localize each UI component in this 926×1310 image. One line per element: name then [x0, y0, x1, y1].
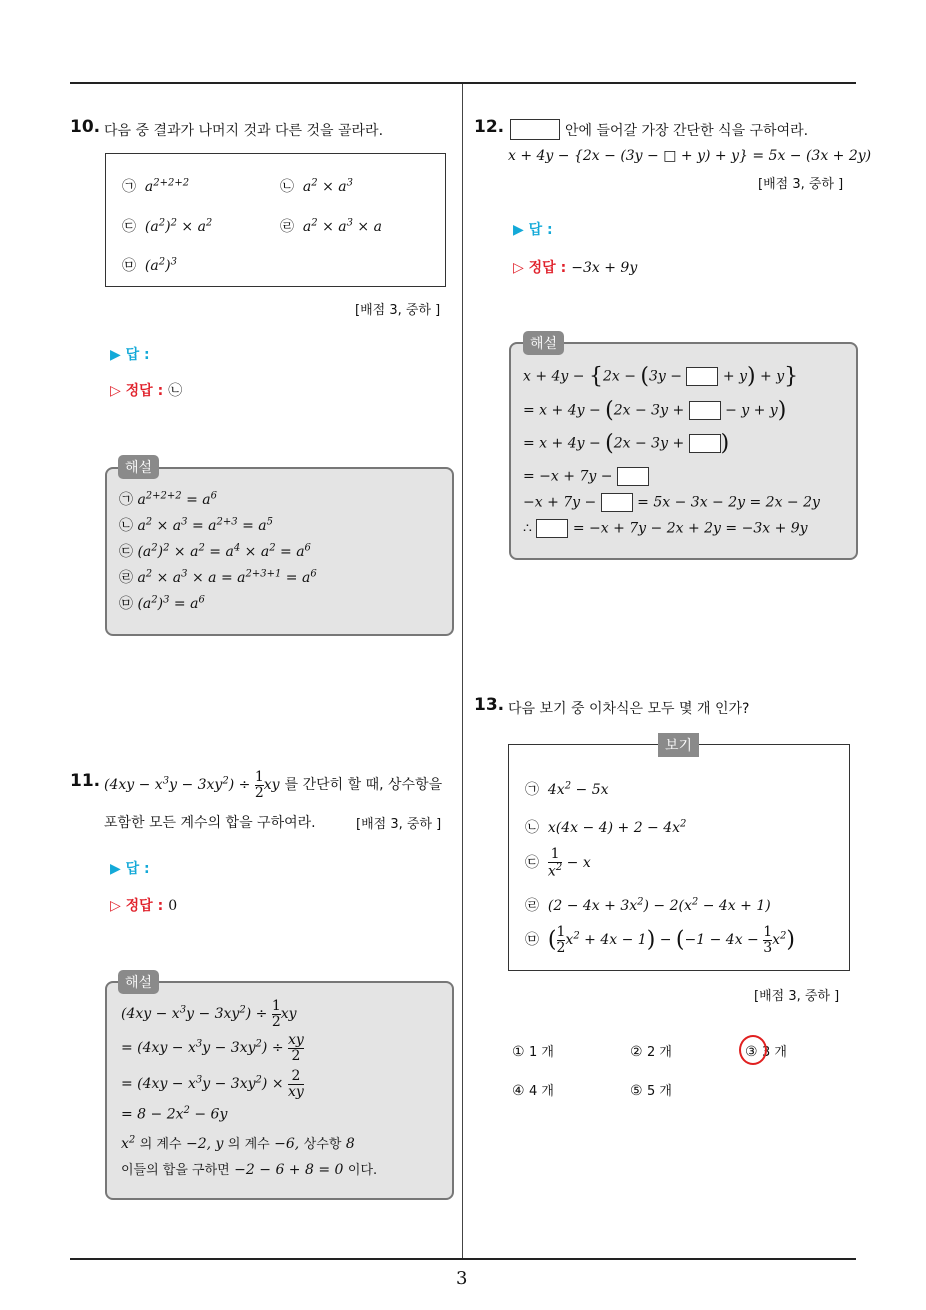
q12-solution-tag: 해설	[523, 331, 564, 355]
q10-sol-line-1: ㉠ $a^{2+2+2} = a^6$	[119, 490, 218, 508]
q10-correct-label: ▷ 정답 :	[110, 383, 164, 399]
q11-points: [배점 3, 중하 ]	[356, 817, 442, 832]
q10-points: [배점 3, 중하 ]	[355, 303, 441, 318]
bottom-rule	[70, 1258, 856, 1260]
q12-correct-label: ▷ 정답 :	[513, 260, 567, 276]
q11-number: 11.	[70, 771, 101, 791]
q13-item-5: ㉤ ( $\frac{1}{2}$ $x^2 + 4x - 1) - (-1 - 4x$ − $\frac{1}{3}$ $x^2$)	[525, 924, 796, 956]
q11-correct	[110, 895, 177, 915]
q11-solution-tag: 해설	[118, 970, 159, 994]
q12-sol-line-4: = −x + 7y −	[523, 467, 649, 486]
q10-number: 10.	[70, 117, 101, 137]
q12-sol-line-5: −x + 7y − = 5x − 3x − 2y = 2x − 2y	[523, 494, 820, 511]
q11-solution-box	[105, 981, 454, 1200]
q11-sol-line-2: = $(4xy - x^3y - 3xy^2)$ ÷ $\frac{xy}{2}$	[121, 1032, 304, 1064]
page-number: 3	[456, 1268, 468, 1289]
q13-bogi-box	[508, 744, 850, 971]
q11-answer-label: ▶ 답 :	[110, 861, 150, 877]
q11-sol-line-4: = $8 - 2x^2 - 6y$	[121, 1105, 228, 1123]
q10-sol-line-2: ㉡ $a^2 \times a^3 = a^{2+3} = a^5$	[119, 516, 273, 534]
q13-selected-circle	[739, 1035, 767, 1065]
q13-bogi-tag: 보기	[658, 733, 699, 757]
q10-choices-box	[105, 153, 446, 287]
q12-solution-box	[509, 342, 858, 560]
q12-correct-value: −3x + 9y	[571, 260, 638, 276]
q11-correct-value: 0	[168, 898, 178, 914]
q13-option-3[interactable]: ③ 3 개	[745, 1044, 787, 1060]
q13-text: 다음 보기 중 이차식은 모두 몇 개 인가?	[508, 701, 750, 717]
q12-points: [배점 3, 중하 ]	[758, 177, 844, 192]
q12-answer-label: ▶ 답 :	[513, 222, 553, 238]
q12-sol-line-6: ∴ = −x + 7y − 2x + 2y = −3x + 9y	[523, 520, 808, 537]
q13-points: [배점 3, 중하 ]	[754, 989, 840, 1004]
q13-option-4[interactable]: ④ 4 개	[512, 1083, 554, 1099]
q12-number: 12.	[474, 117, 505, 137]
q10-answer-label: ▶ 답 :	[110, 347, 150, 363]
q13-number: 13.	[474, 695, 505, 715]
q13-option-5[interactable]: ⑤ 5 개	[630, 1083, 672, 1099]
q10-solution-tag: 해설	[118, 455, 159, 479]
q12-sol-line-3: = x + 4y − (2x − 3y + )	[523, 431, 730, 456]
q11-correct-label: ▷ 정답 :	[110, 898, 164, 914]
q13-item-2: ㉡ $x(4x - 4) + 2 - 4x^2$	[525, 818, 687, 836]
q12-equation: x + 4y − {2x − (3y − □ + y) + y} = 5x − (3x + 2y)	[508, 148, 872, 164]
q10-sol-line-4: ㉣ $a^2 \times a^3 \times a = a^{2+3+1} = a^6$	[119, 568, 317, 586]
top-rule	[70, 82, 856, 84]
q13-item-4: ㉣ $(2 - 4x + 3x^2) - 2(x^2 - 4x + 1)$	[525, 896, 771, 914]
q12-sol-line-1: x + 4y − {2x − (3y − + y) + y}	[523, 364, 799, 389]
q12-text: 안에 들어갈 가장 간단한 식을 구하여라.	[565, 123, 809, 139]
q10-choice-5: ㉤ $(a^2)^3$	[122, 256, 177, 274]
q13-item-1: ㉠ $4x^2 - 5x$	[525, 780, 609, 798]
q11-expression: $(4xy - x^3y - 3xy^2)$ ÷ $\frac{1}{2}$ xy	[104, 769, 280, 801]
q11-sol-line-5: $x^2$ 의 계수 −2, y 의 계수 −6, 상수항 8	[121, 1134, 355, 1152]
q10-sol-line-5: ㉤ $(a^2)^3 = a^6$	[119, 594, 205, 612]
q10-solution-box	[105, 467, 454, 636]
q10-choice-1: ㉠ $a^{2+2+2}$	[122, 177, 190, 195]
q10-correct	[110, 380, 182, 400]
q11-sol-line-1: $(4xy - x^3y - 3xy^2)$ ÷ $\frac{1}{2}$ xy	[121, 998, 297, 1030]
q10-choice-2: ㉡ $a^2 \times a^3$	[280, 177, 353, 195]
q13-option-2[interactable]: ② 2 개	[630, 1044, 672, 1060]
q12-sol-line-2: = x + 4y − (2x − 3y + − y + y)	[523, 398, 787, 423]
q11-sol-line-6: 이들의 합을 구하면 −2 − 6 + 8 = 0 이다.	[121, 1162, 378, 1178]
q13-option-1[interactable]: ① 1 개	[512, 1044, 554, 1060]
q10-correct-value: ㉡	[168, 383, 183, 399]
q11-sol-line-3: = $(4xy - x^3y - 3xy^2)$ × $\frac{2}{xy}$	[121, 1068, 304, 1100]
q12-correct	[513, 257, 637, 277]
q11-text-2: 포함한 모든 계수의 합을 구하여라.	[104, 815, 316, 831]
q12-blank-box	[510, 119, 560, 140]
q10-choice-4: ㉣ $a^2 \times a^3 \times a$	[280, 217, 382, 235]
q13-item-3: ㉢ $\frac{1}{x^2}$ − x	[525, 846, 591, 880]
q10-text: 다음 중 결과가 나머지 것과 다른 것을 골라라.	[104, 123, 384, 139]
column-divider	[462, 84, 463, 1259]
q10-sol-line-3: ㉢ $(a^2)^2 \times a^2 = a^4 \times a^2 = a^6$	[119, 542, 311, 560]
q11-text-1: 를 간단히 할 때, 상수항을	[284, 777, 443, 794]
q10-choice-3: ㉢ $(a^2)^2 \times a^2$	[122, 217, 213, 235]
q11-text-line-1	[104, 770, 442, 800]
